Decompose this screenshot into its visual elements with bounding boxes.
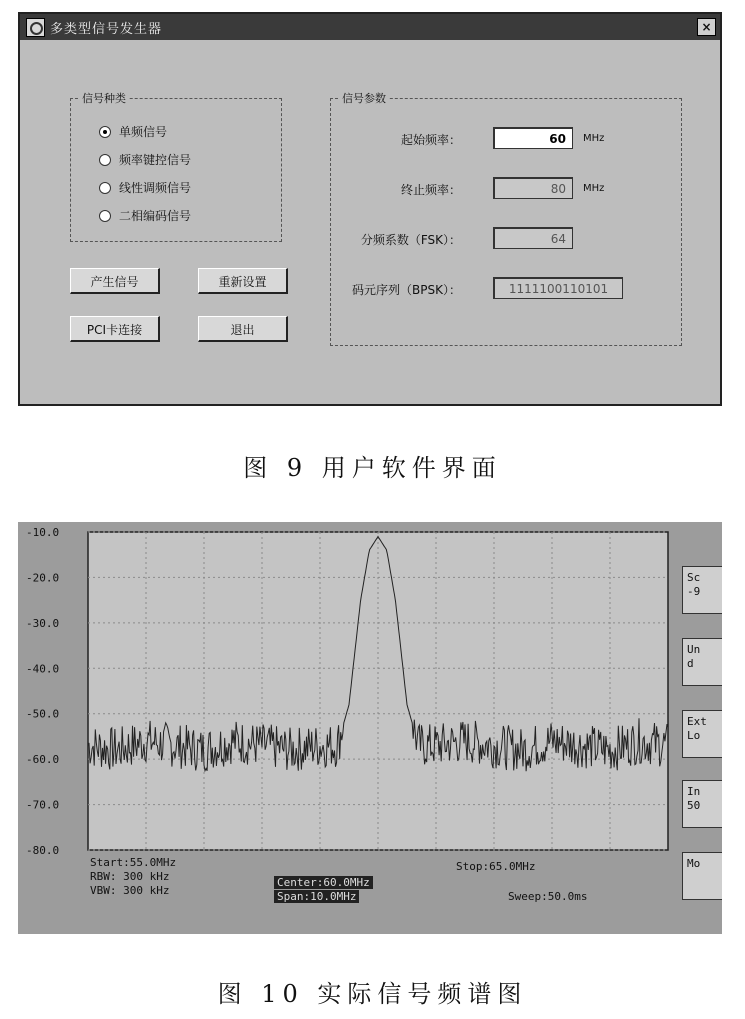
signal-params-group-title: 信号参数: [339, 90, 389, 106]
radio-dot-icon: [99, 154, 111, 166]
y-tick-label: -40.0: [26, 662, 60, 676]
radio-label: 频率键控信号: [119, 153, 192, 167]
title-bar: [20, 14, 720, 40]
field-row-fsk-divider: [331, 227, 691, 251]
window-title: 多类型信号发生器: [50, 22, 163, 37]
vbw-readout: VBW: 300 kHz: [90, 884, 170, 897]
pci-connect-button[interactable]: PCI卡连接: [70, 316, 160, 342]
signal-type-group: [70, 92, 282, 242]
side-softkey-label: Ext Lo: [687, 715, 707, 742]
y-tick-labels: [26, 526, 59, 857]
app-icon: [26, 18, 45, 37]
radio-bpsk[interactable]: [99, 207, 191, 224]
stop-frequency-unit: MHz: [583, 183, 605, 194]
radio-dot-icon: [99, 182, 111, 194]
field-row-stop-freq: [331, 177, 691, 201]
radio-dot-icon: [99, 126, 111, 138]
spectrum-analyzer-screen: [18, 522, 722, 934]
y-tick-label: -10.0: [26, 526, 60, 539]
signal-type-group-title: 信号种类: [79, 90, 129, 106]
exit-button[interactable]: 退出: [198, 316, 288, 342]
side-softkey-ext-ref[interactable]: [682, 710, 722, 758]
side-softkey-scale[interactable]: [682, 566, 722, 614]
generate-signal-button[interactable]: 产生信号: [70, 268, 160, 294]
side-softkey-more[interactable]: [682, 852, 722, 900]
radio-dot-icon: [99, 210, 111, 222]
side-softkey-label: Sc -9: [687, 571, 701, 598]
side-softkey-label: Un d: [687, 643, 701, 670]
radio-label: 单频信号: [119, 125, 168, 139]
fsk-divider-label: 分频系数（FSK）：: [360, 233, 461, 247]
start-frequency-unit: MHz: [583, 133, 605, 144]
bpsk-sequence-input[interactable]: 1111100110101: [493, 277, 623, 299]
stop-frequency-input[interactable]: 80: [493, 177, 573, 199]
signal-params-group: [330, 92, 682, 346]
figure-10-caption: 图 10 实际信号频谱图: [217, 980, 528, 1008]
y-tick-label: -60.0: [26, 753, 60, 767]
center-frequency-readout: Center:60.0MHz: [274, 876, 373, 889]
side-softkey-label: Mo: [687, 857, 701, 870]
radio-fsk[interactable]: [99, 151, 191, 168]
field-row-start-freq: [331, 127, 691, 151]
signal-generator-window: [18, 12, 722, 406]
bpsk-sequence-label: 码元序列（BPSK）：: [352, 283, 461, 297]
y-tick-label: -70.0: [26, 798, 60, 812]
reset-button[interactable]: 重新设置: [198, 268, 288, 294]
y-tick-label: -20.0: [26, 571, 60, 585]
span-readout: Span:10.0MHz: [274, 890, 359, 903]
stop-frequency-label: 终止频率：: [400, 183, 461, 197]
start-frequency-readout: Start:55.0MHz: [90, 856, 177, 869]
fsk-divider-input[interactable]: 64: [493, 227, 573, 249]
start-frequency-label: 起始频率：: [400, 133, 461, 147]
side-softkey-input[interactable]: [682, 780, 722, 828]
side-softkey-label: In 50: [687, 785, 701, 812]
radio-label: 线性调频信号: [119, 181, 192, 195]
figure-9-caption: 图 9 用户软件界面: [243, 454, 502, 482]
start-frequency-input[interactable]: 60: [493, 127, 573, 149]
y-tick-label: -80.0: [26, 844, 60, 857]
y-tick-label: -50.0: [26, 707, 60, 721]
y-tick-label: -30.0: [26, 616, 60, 630]
side-softkey-units[interactable]: [682, 638, 722, 686]
rbw-readout: RBW: 300 kHz: [90, 870, 170, 883]
radio-single-frequency[interactable]: [99, 123, 167, 140]
radio-lfm[interactable]: [99, 179, 191, 196]
radio-label: 二相编码信号: [119, 209, 192, 223]
field-row-bpsk-sequence: [331, 277, 691, 301]
close-button[interactable]: ×: [697, 18, 716, 36]
sweep-time-readout: Sweep:50.0ms: [508, 890, 588, 903]
stop-frequency-readout: Stop:65.0MHz: [456, 860, 536, 873]
